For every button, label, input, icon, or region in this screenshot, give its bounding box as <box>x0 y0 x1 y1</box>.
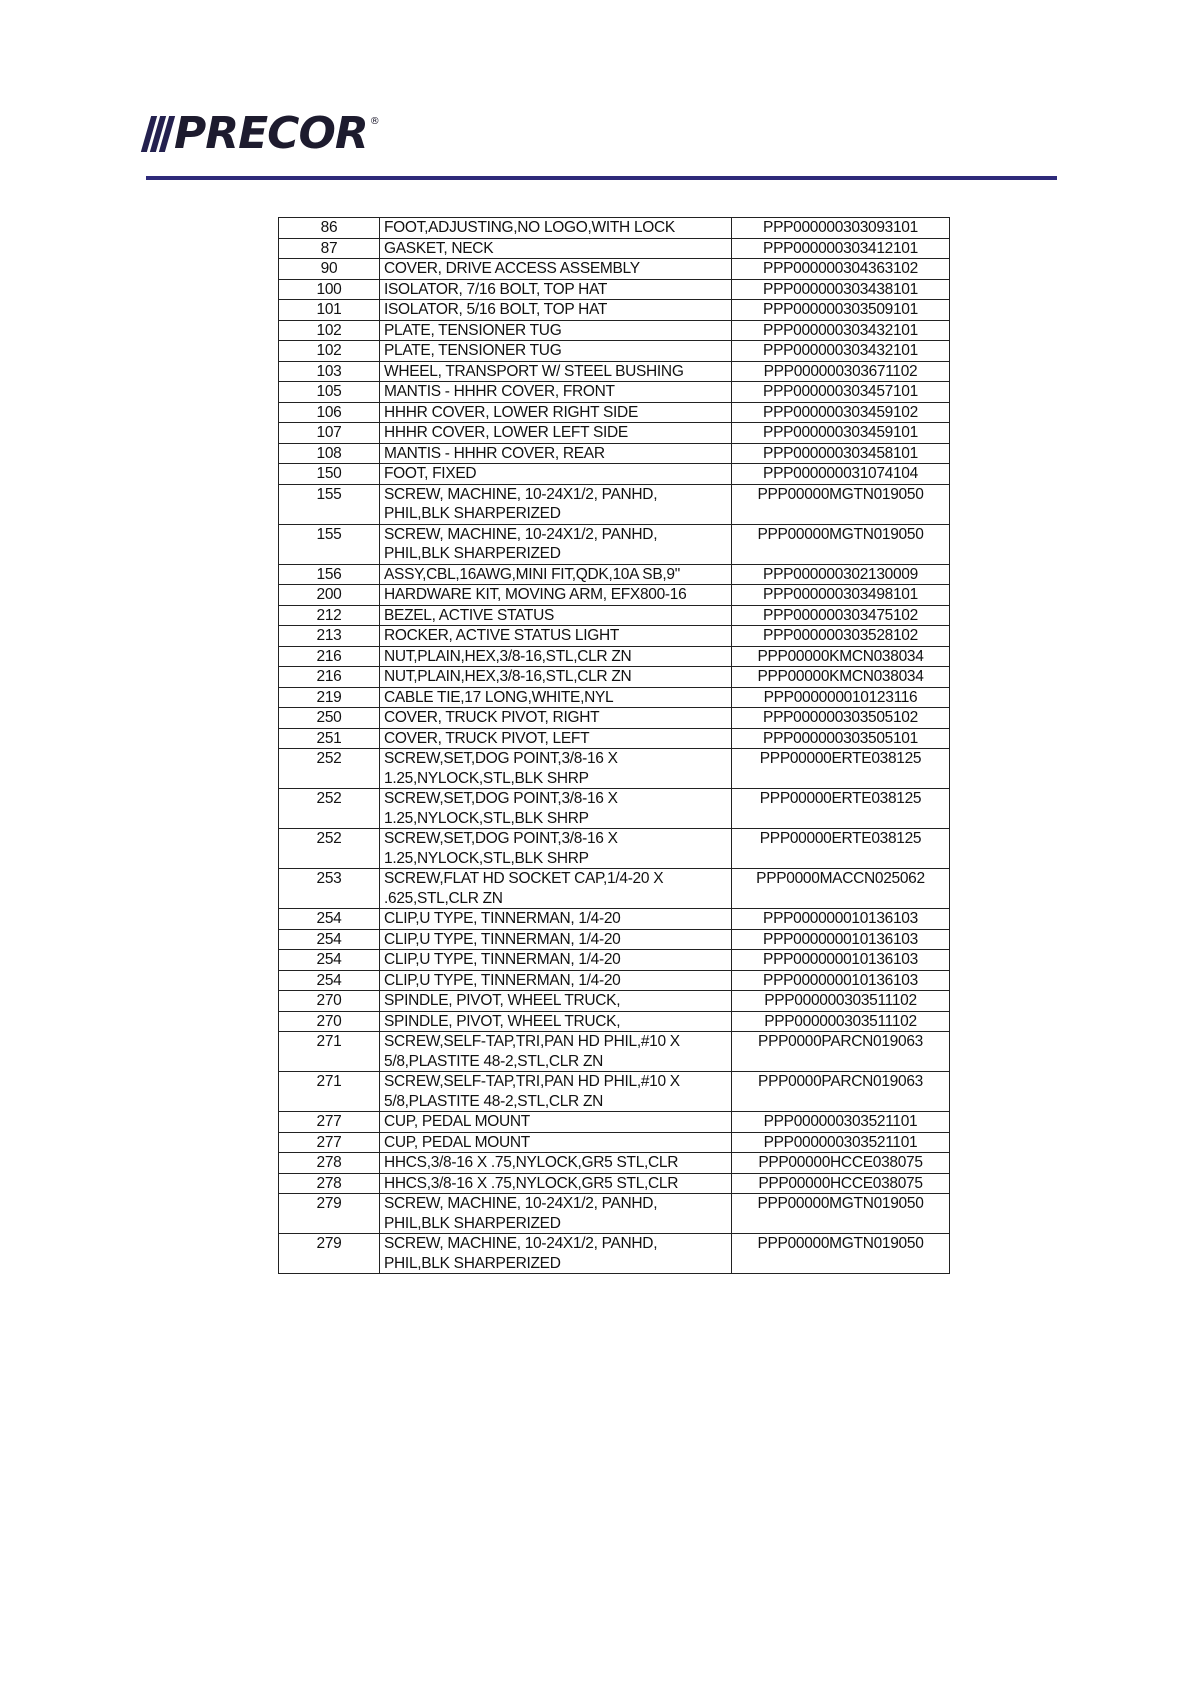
description-line: HARDWARE KIT, MOVING ARM, EFX800-16 <box>384 586 687 603</box>
description-line: SCREW,SELF-TAP,TRI,PAN HD PHIL,#10 X <box>384 1033 680 1050</box>
description-cell <box>380 829 732 869</box>
description-cell <box>380 1173 732 1194</box>
ref-number-cell: 278 <box>279 1153 380 1174</box>
description-line: ROCKER, ACTIVE STATUS LIGHT <box>384 627 620 644</box>
description-line: CLIP,U TYPE, TINNERMAN, 1/4-20 <box>384 971 621 989</box>
ref-number-cell: 250 <box>279 708 380 729</box>
part-number-cell: PPP00000KMCN038034 <box>732 646 950 667</box>
ref-number-cell: 107 <box>279 423 380 444</box>
ref-number-cell: 271 <box>279 1032 380 1072</box>
description-line: SPINDLE, PIVOT, WHEEL TRUCK, <box>384 1012 621 1030</box>
description-line: CLIP,U TYPE, TINNERMAN, 1/4-20 <box>384 930 621 948</box>
ref-number-cell: 219 <box>279 687 380 708</box>
part-number-cell: PPP000000303459102 <box>732 402 950 423</box>
part-number-cell: PPP0000PARCN019063 <box>732 1072 950 1112</box>
part-number-cell: PPP000000303505102 <box>732 708 950 729</box>
table-row <box>279 524 950 564</box>
table-row <box>279 1132 950 1153</box>
part-number-cell: PPP00000MGTN019050 <box>732 484 950 524</box>
table-row <box>279 929 950 950</box>
table-row <box>279 484 950 524</box>
ref-number-cell: 105 <box>279 382 380 403</box>
part-number-cell: PPP00000ERTE038125 <box>732 789 950 829</box>
logo-stripes-icon <box>146 116 170 152</box>
registered-mark: ® <box>369 116 380 127</box>
description-line: GASKET, NECK <box>384 239 494 257</box>
description-cell <box>380 585 732 606</box>
part-number-cell: PPP00000HCCE038075 <box>732 1173 950 1194</box>
table-row <box>279 708 950 729</box>
description-cell <box>380 1194 732 1234</box>
description-line: PHIL,BLK SHARPERIZED <box>384 505 561 522</box>
part-number-cell: PPP000000303432101 <box>732 320 950 341</box>
parts-table <box>278 217 950 1274</box>
description-cell <box>380 667 732 688</box>
part-number-cell: PPP0000MACCN025062 <box>732 869 950 909</box>
description-cell <box>380 626 732 647</box>
description-cell <box>380 524 732 564</box>
description-line: ISOLATOR, 5/16 BOLT, TOP HAT <box>384 301 608 318</box>
table-row <box>279 464 950 485</box>
table-row <box>279 646 950 667</box>
description-cell <box>380 464 732 485</box>
part-number-cell: PPP00000MGTN019050 <box>732 1234 950 1274</box>
description-cell <box>380 605 732 626</box>
description-line: COVER, TRUCK PIVOT, LEFT <box>384 729 590 747</box>
part-number-cell: PPP000000303505101 <box>732 728 950 749</box>
table-row <box>279 585 950 606</box>
description-line: CLIP,U TYPE, TINNERMAN, 1/4-20 <box>384 910 621 927</box>
ref-number-cell: 102 <box>279 341 380 362</box>
table-row <box>279 605 950 626</box>
table-row <box>279 991 950 1012</box>
description-cell <box>380 1032 732 1072</box>
description-line: 1.25,NYLOCK,STL,BLK SHRP <box>384 809 589 827</box>
description-line: HHHR COVER, LOWER RIGHT SIDE <box>384 403 638 421</box>
description-cell <box>380 869 732 909</box>
ref-number-cell: 270 <box>279 991 380 1012</box>
description-line: WHEEL, TRANSPORT W/ STEEL BUSHING <box>384 362 684 380</box>
header-divider <box>146 176 1057 180</box>
ref-number-cell: 279 <box>279 1194 380 1234</box>
ref-number-cell: 106 <box>279 402 380 423</box>
description-cell <box>380 279 732 300</box>
description-line: NUT,PLAIN,HEX,3/8-16,STL,CLR ZN <box>384 668 632 685</box>
logo-text: PRECOR <box>174 108 368 159</box>
description-line: ISOLATOR, 7/16 BOLT, TOP HAT <box>384 280 608 298</box>
part-number-cell: PPP000000010123116 <box>732 687 950 708</box>
part-number-cell: PPP000000303511102 <box>732 1011 950 1032</box>
ref-number-cell: 103 <box>279 361 380 382</box>
description-cell <box>380 402 732 423</box>
description-line: HHHR COVER, LOWER LEFT SIDE <box>384 424 628 441</box>
part-number-cell: PPP000000302130009 <box>732 564 950 585</box>
description-line: HHCS,3/8-16 X .75,NYLOCK,GR5 STL,CLR <box>384 1174 679 1192</box>
description-line: PLATE, TENSIONER TUG <box>384 321 562 339</box>
table-row <box>279 1032 950 1072</box>
description-cell <box>380 443 732 464</box>
description-cell <box>380 361 732 382</box>
description-line: PHIL,BLK SHARPERIZED <box>384 1254 561 1272</box>
ref-number-cell: 100 <box>279 279 380 300</box>
description-cell <box>380 950 732 971</box>
ref-number-cell: 251 <box>279 728 380 749</box>
ref-number-cell: 155 <box>279 524 380 564</box>
part-number-cell: PPP000000303521101 <box>732 1112 950 1133</box>
description-cell <box>380 728 732 749</box>
table-row <box>279 300 950 321</box>
part-number-cell: PPP000000304363102 <box>732 259 950 280</box>
description-line: SCREW,FLAT HD SOCKET CAP,1/4-20 X <box>384 870 664 887</box>
description-line: MANTIS - HHHR COVER, FRONT <box>384 383 615 400</box>
table-row <box>279 789 950 829</box>
ref-number-cell: 155 <box>279 484 380 524</box>
description-line: SCREW, MACHINE, 10-24X1/2, PANHD, <box>384 1235 658 1252</box>
description-line: SCREW,SET,DOG POINT,3/8-16 X <box>384 790 618 807</box>
description-cell <box>380 1112 732 1133</box>
ref-number-cell: 200 <box>279 585 380 606</box>
part-number-cell: PPP000000303432101 <box>732 341 950 362</box>
description-cell <box>380 259 732 280</box>
table-row <box>279 909 950 930</box>
table-row <box>279 1011 950 1032</box>
part-number-cell: PPP000000010136103 <box>732 950 950 971</box>
part-number-cell: PPP000000303438101 <box>732 279 950 300</box>
part-number-cell: PPP00000ERTE038125 <box>732 749 950 789</box>
ref-number-cell: 86 <box>279 218 380 239</box>
description-cell <box>380 238 732 259</box>
table-row <box>279 1112 950 1133</box>
description-line: ASSY,CBL,16AWG,MINI FIT,QDK,10A SB,9" <box>384 565 680 583</box>
table-row <box>279 341 950 362</box>
description-line: NUT,PLAIN,HEX,3/8-16,STL,CLR ZN <box>384 647 632 665</box>
ref-number-cell: 254 <box>279 970 380 991</box>
table-row <box>279 564 950 585</box>
ref-number-cell: 254 <box>279 950 380 971</box>
description-line: SCREW, MACHINE, 10-24X1/2, PANHD, <box>384 525 658 543</box>
description-cell <box>380 320 732 341</box>
description-cell <box>380 423 732 444</box>
part-number-cell: PPP000000303412101 <box>732 238 950 259</box>
table-row <box>279 667 950 688</box>
part-number-cell: PPP000000303511102 <box>732 991 950 1012</box>
table-row <box>279 1234 950 1274</box>
part-number-cell: PPP00000MGTN019050 <box>732 524 950 564</box>
part-number-cell: PPP000000303528102 <box>732 626 950 647</box>
table-row <box>279 1173 950 1194</box>
table-row <box>279 950 950 971</box>
ref-number-cell: 90 <box>279 259 380 280</box>
precor-logo <box>146 108 380 160</box>
part-number-cell: PPP00000ERTE038125 <box>732 829 950 869</box>
ref-number-cell: 253 <box>279 869 380 909</box>
description-cell <box>380 991 732 1012</box>
part-number-cell: PPP000000303498101 <box>732 585 950 606</box>
table-row <box>279 1194 950 1234</box>
description-line: COVER, DRIVE ACCESS ASSEMBLY <box>384 260 640 277</box>
part-number-cell: PPP000000303459101 <box>732 423 950 444</box>
table-row <box>279 829 950 869</box>
part-number-cell: PPP000000303475102 <box>732 605 950 626</box>
parts-table-body <box>279 218 950 1274</box>
ref-number-cell: 101 <box>279 300 380 321</box>
description-cell <box>380 484 732 524</box>
table-row <box>279 728 950 749</box>
description-line: SCREW,SELF-TAP,TRI,PAN HD PHIL,#10 X <box>384 1073 680 1090</box>
description-line: FOOT, FIXED <box>384 465 477 482</box>
table-row <box>279 1072 950 1112</box>
table-row <box>279 218 950 239</box>
ref-number-cell: 278 <box>279 1173 380 1194</box>
description-cell <box>380 1153 732 1174</box>
ref-number-cell: 102 <box>279 320 380 341</box>
ref-number-cell: 216 <box>279 646 380 667</box>
description-cell <box>380 1011 732 1032</box>
part-number-cell: PPP0000PARCN019063 <box>732 1032 950 1072</box>
description-line: CLIP,U TYPE, TINNERMAN, 1/4-20 <box>384 951 621 968</box>
description-cell <box>380 909 732 930</box>
part-number-cell: PPP000000303671102 <box>732 361 950 382</box>
description-cell <box>380 564 732 585</box>
ref-number-cell: 87 <box>279 238 380 259</box>
description-line: 1.25,NYLOCK,STL,BLK SHRP <box>384 849 589 867</box>
ref-number-cell: 279 <box>279 1234 380 1274</box>
description-line: FOOT,ADJUSTING,NO LOGO,WITH LOCK <box>384 219 675 236</box>
description-cell <box>380 382 732 403</box>
description-cell <box>380 789 732 829</box>
table-row <box>279 869 950 909</box>
table-row <box>279 443 950 464</box>
ref-number-cell: 277 <box>279 1112 380 1133</box>
table-row <box>279 279 950 300</box>
description-line: 1.25,NYLOCK,STL,BLK SHRP <box>384 769 589 787</box>
part-number-cell: PPP000000010136103 <box>732 929 950 950</box>
description-line: SCREW,SET,DOG POINT,3/8-16 X <box>384 830 618 847</box>
description-line: CABLE TIE,17 LONG,WHITE,NYL <box>384 688 614 706</box>
table-row <box>279 259 950 280</box>
part-number-cell: PPP000000031074104 <box>732 464 950 485</box>
part-number-cell: PPP000000303521101 <box>732 1132 950 1153</box>
table-row <box>279 970 950 991</box>
description-cell <box>380 749 732 789</box>
part-number-cell: PPP000000303509101 <box>732 300 950 321</box>
table-row <box>279 423 950 444</box>
description-line: CUP, PEDAL MOUNT <box>384 1113 530 1130</box>
description-line: 5/8,PLASTITE 48-2,STL,CLR ZN <box>384 1092 604 1110</box>
part-number-cell: PPP00000HCCE038075 <box>732 1153 950 1174</box>
table-row <box>279 361 950 382</box>
description-cell <box>380 970 732 991</box>
description-line: SCREW, MACHINE, 10-24X1/2, PANHD, <box>384 1195 658 1212</box>
table-row <box>279 320 950 341</box>
ref-number-cell: 254 <box>279 929 380 950</box>
ref-number-cell: 252 <box>279 829 380 869</box>
part-number-cell: PPP000000303457101 <box>732 382 950 403</box>
ref-number-cell: 150 <box>279 464 380 485</box>
part-number-cell: PPP000000303093101 <box>732 218 950 239</box>
description-cell <box>380 687 732 708</box>
description-line: SPINDLE, PIVOT, WHEEL TRUCK, <box>384 992 621 1009</box>
table-row <box>279 687 950 708</box>
description-cell <box>380 1132 732 1153</box>
part-number-cell: PPP00000KMCN038034 <box>732 667 950 688</box>
table-row <box>279 238 950 259</box>
description-line: PLATE, TENSIONER TUG <box>384 342 562 359</box>
part-number-cell: PPP000000010136103 <box>732 970 950 991</box>
description-cell <box>380 646 732 667</box>
ref-number-cell: 252 <box>279 789 380 829</box>
description-line: MANTIS - HHHR COVER, REAR <box>384 444 605 462</box>
ref-number-cell: 108 <box>279 443 380 464</box>
ref-number-cell: 252 <box>279 749 380 789</box>
description-line: SCREW,SET,DOG POINT,3/8-16 X <box>384 750 618 767</box>
ref-number-cell: 271 <box>279 1072 380 1112</box>
description-line: CUP, PEDAL MOUNT <box>384 1133 530 1151</box>
description-line: PHIL,BLK SHARPERIZED <box>384 545 561 562</box>
description-line: COVER, TRUCK PIVOT, RIGHT <box>384 709 600 726</box>
table-row <box>279 382 950 403</box>
description-cell <box>380 218 732 239</box>
description-cell <box>380 929 732 950</box>
ref-number-cell: 213 <box>279 626 380 647</box>
table-row <box>279 402 950 423</box>
ref-number-cell: 277 <box>279 1132 380 1153</box>
part-number-cell: PPP00000MGTN019050 <box>732 1194 950 1234</box>
ref-number-cell: 216 <box>279 667 380 688</box>
ref-number-cell: 254 <box>279 909 380 930</box>
description-line: .625,STL,CLR ZN <box>384 889 503 907</box>
part-number-cell: PPP000000303458101 <box>732 443 950 464</box>
description-cell <box>380 1072 732 1112</box>
table-row <box>279 749 950 789</box>
description-cell <box>380 1234 732 1274</box>
ref-number-cell: 270 <box>279 1011 380 1032</box>
description-cell <box>380 300 732 321</box>
description-line: HHCS,3/8-16 X .75,NYLOCK,GR5 STL,CLR <box>384 1154 679 1171</box>
description-cell <box>380 708 732 729</box>
table-row <box>279 626 950 647</box>
description-line: 5/8,PLASTITE 48-2,STL,CLR ZN <box>384 1052 604 1070</box>
description-cell <box>380 341 732 362</box>
description-line: BEZEL, ACTIVE STATUS <box>384 606 554 624</box>
description-line: PHIL,BLK SHARPERIZED <box>384 1214 561 1232</box>
table-row <box>279 1153 950 1174</box>
ref-number-cell: 212 <box>279 605 380 626</box>
ref-number-cell: 156 <box>279 564 380 585</box>
description-line: SCREW, MACHINE, 10-24X1/2, PANHD, <box>384 485 658 503</box>
part-number-cell: PPP000000010136103 <box>732 909 950 930</box>
